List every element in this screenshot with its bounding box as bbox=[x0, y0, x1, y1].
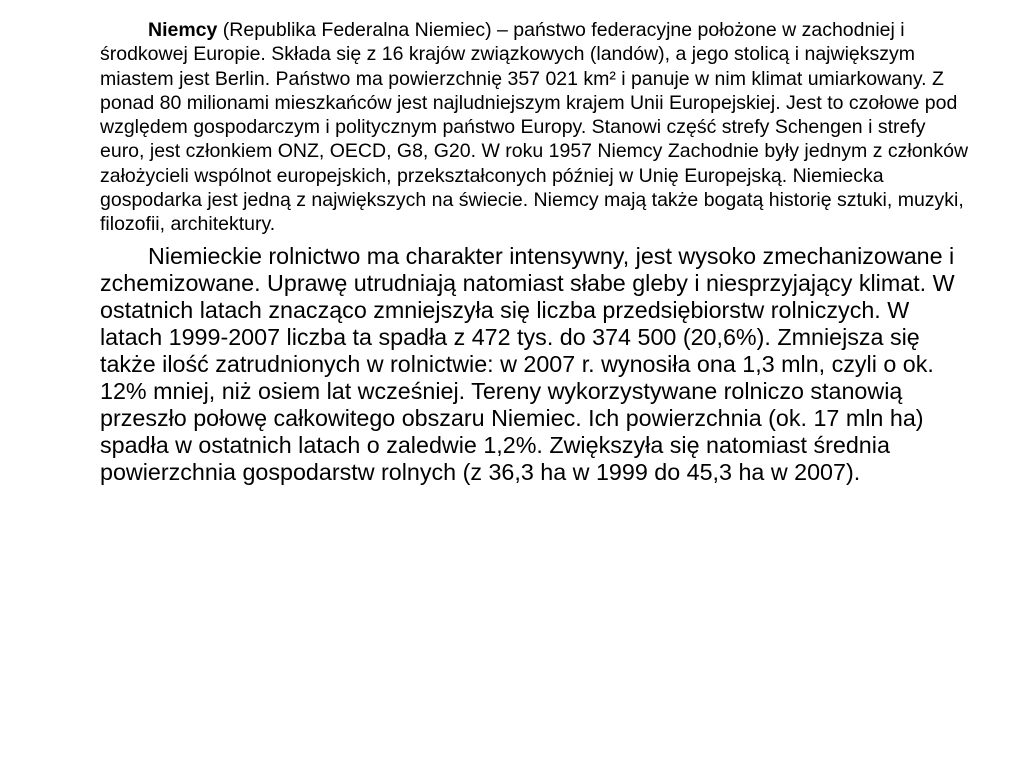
agriculture-paragraph bbox=[100, 243, 970, 486]
intro-term: Niemcy bbox=[148, 19, 218, 41]
intro-body: (Republika Federalna Niemiec) – państwo federacyjne położone w zachodniej i środkowej Europie. Składa się z 16 krajów związkowych (landów), a jego stolicą i największym miastem jest Berlin. Państwo ma powierzchnię 357 021 km² i panuje w nim klimat umiarkowany. Z ponad 80 milionami mieszkańców jest najludniejszym krajem Unii Europejskiej. Jest to czołowe pod względem gospodarczym i politycznym państwo Europy. Stanowi część strefy Schengen i strefy euro, jest członkiem ONZ, OECD, G8, G20. W roku 1957 Niemcy Zachodnie były jednym z członków założycieli wspólnot europejskich, przekształconych później w Unię Europejską. Niemiecka gospodarka jest jedną z największych na świecie. Niemcy mają także bogatą historię sztuki, muzyki, filozofii, architektury. bbox=[100, 19, 969, 236]
intro-paragraph bbox=[100, 18, 970, 237]
agriculture-body: Niemieckie rolnictwo ma charakter intensywny, jest wysoko zmechanizowane i zchemizowane. Uprawę utrudniają natomiast słabe gleby i niesprzyjający klimat. W ostatnich latach znacząco zmniejszyła się liczba przedsiębiorstw rolniczych. W latach 1999-2007 liczba ta spadła z 472 tys. do 374 500 (20,6%). Zmniejsza się także ilość zatrudnionych w rolnictwie: w 2007 r. wynosiła ona 1,3 mln, czyli o ok. 12% mniej, niż osiem lat wcześniej. Tereny wykorzystywane rolniczo stanowią przeszło połowę całkowitego obszaru Niemiec. Ich powierzchnia (ok. 17 mln ha) spadła w ostatnich latach o zaledwie 1,2%. Zwiększyła się natomiast średnia powierzchnia gospodarstw rolnych (z 36,3 ha w 1999 do 45,3 ha w 2007). bbox=[100, 242, 955, 485]
slide-content bbox=[100, 18, 970, 486]
